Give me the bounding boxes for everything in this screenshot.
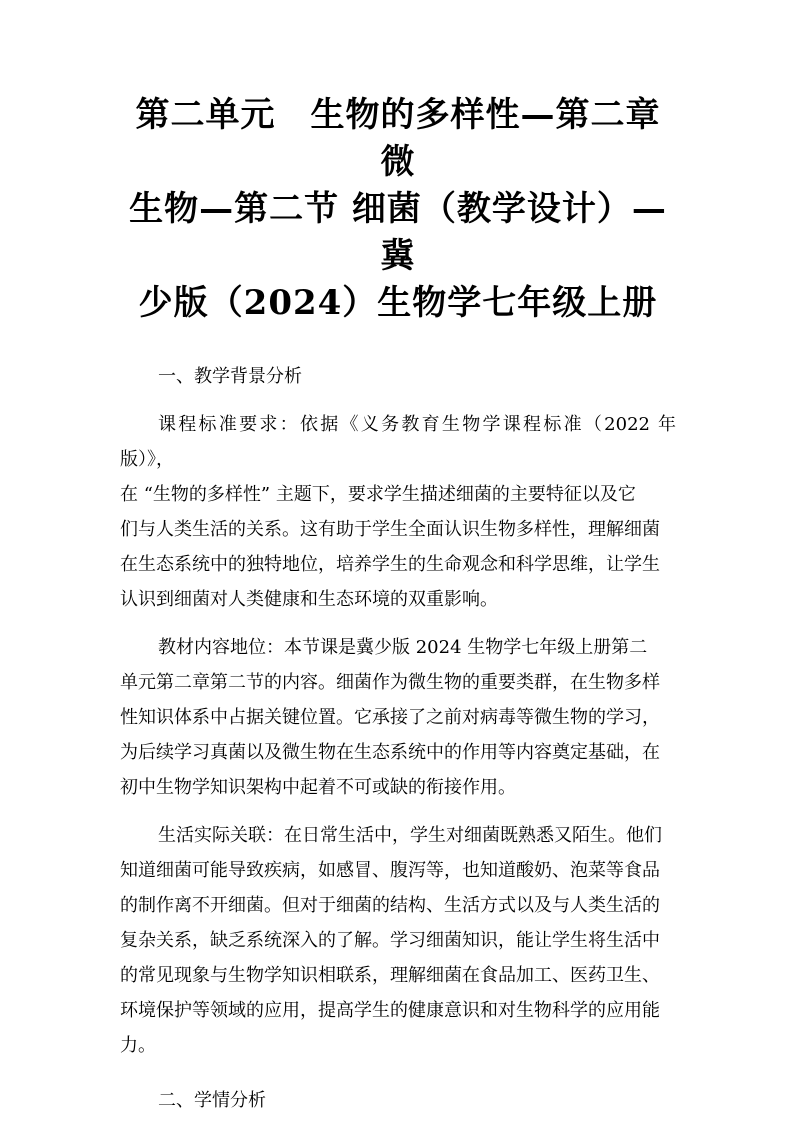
paragraph-textbook-position (120, 630, 676, 805)
paragraph-line: 单元第二章第二节的内容。细菌作为微生物的重要类群，在生物多样 (120, 672, 660, 693)
paragraph-curriculum-standard (120, 407, 676, 617)
paragraph-line: 课程标准要求：依据《义务教育生物学课程标准（2022 年版）》， (120, 414, 676, 470)
paragraph-life-connection (120, 818, 676, 1063)
section-heading-learner-analysis: 二、学情分析 (158, 1090, 266, 1111)
title-line: 少版（2024）生物学七年级上册 (138, 283, 658, 323)
paragraph-line: 初中生物学知识架构中起着不可或缺的衔接作用。 (120, 777, 516, 798)
paragraph-line: 力。 (120, 1035, 156, 1056)
paragraph-line: 性知识体系中占据关键位置。它承接了之前对病毒等微生物的学习， (120, 707, 660, 728)
paragraph-line: 生活实际关联：在日常生活中，学生对细菌既熟悉又陌生。他们 (158, 825, 662, 846)
paragraph-line: 复杂关系，缺乏系统深入的了解。学习细菌知识，能让学生将生活中 (120, 930, 660, 951)
paragraph-line: 认识到细菌对人类健康和生态环境的双重影响。 (120, 589, 498, 610)
paragraph-line: 为后续学习真菌以及微生物在生态系统中的作用等内容奠定基础，在 (120, 742, 660, 763)
title-line: 生物—第二节 细菌（教学设计）—冀 (129, 189, 667, 276)
paragraph-line: 知道细菌可能导致疾病，如感冒、腹泻等，也知道酸奶、泡菜等食品 (120, 860, 660, 881)
paragraph-line: 在 “生物的多样性” 主题下，要求学生描述细菌的主要特征以及它 (120, 484, 636, 505)
paragraph-line: 环境保护等领域的应用，提高学生的健康意识和对生物科学的应用能 (120, 1000, 660, 1021)
paragraph-line: 的常见现象与生物学知识相联系，理解细菌在食品加工、医药卫生、 (120, 965, 660, 986)
title-line: 第二单元 生物的多样性—第二章 微 (135, 95, 661, 182)
document-title (120, 92, 676, 327)
paragraph-line: 在生态系统中的独特地位，培养学生的生命观念和科学思维，让学生 (120, 554, 660, 575)
section-heading-background: 一、教学背景分析 (158, 366, 302, 387)
paragraph-line: 教材内容地位：本节课是冀少版 2024 生物学七年级上册第二 (158, 637, 648, 658)
paragraph-line: 的制作离不开细菌。但对于细菌的结构、生活方式以及与人类生活的 (120, 895, 660, 916)
paragraph-line: 们与人类生活的关系。这有助于学生全面认识生物多样性，理解细菌 (120, 519, 660, 540)
